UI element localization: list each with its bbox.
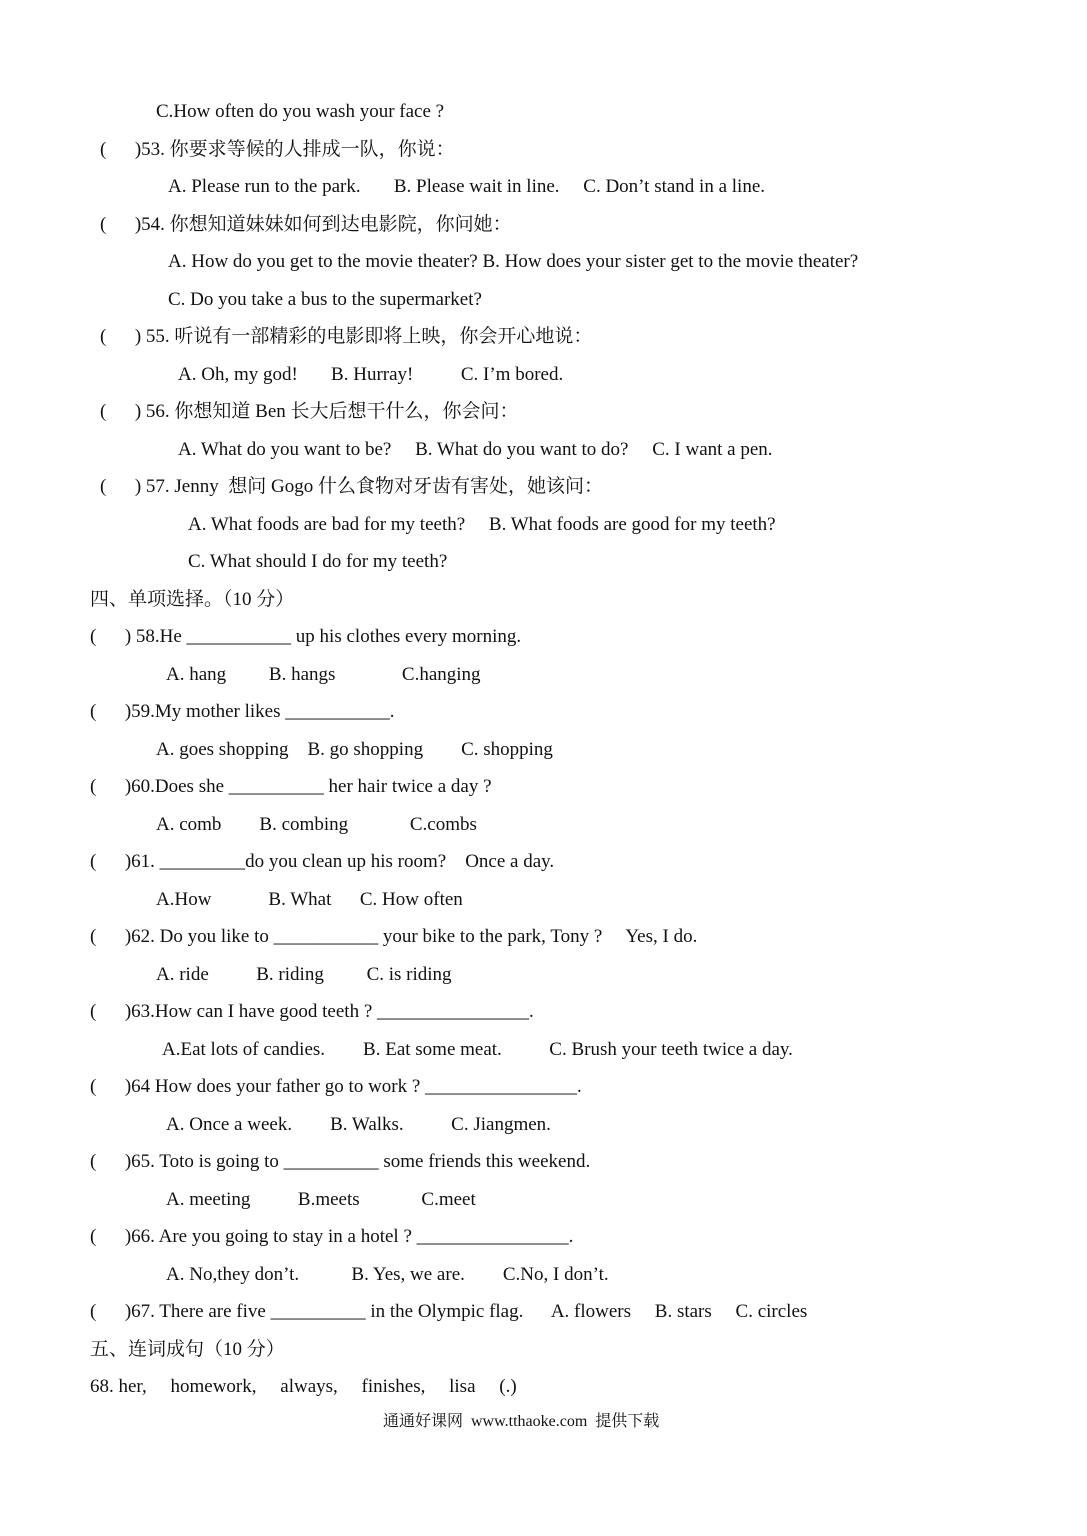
q68-words: 68. her, homework, always, finishes, lisa (.) (90, 1376, 517, 1397)
q59-options: A. goes shopping B. go shopping C. shopping (156, 739, 553, 760)
q65-question: ( )65. Toto is going to __________ some friends this weekend. (90, 1151, 591, 1172)
q65-options: A. meeting B.meets C.meet (166, 1189, 476, 1210)
q66-question: ( )66. Are you going to stay in a hotel ? ________________. (90, 1226, 574, 1247)
q54-option-c: C. Do you take a bus to the supermarket? (168, 289, 482, 310)
section-four-heading: 四、单项选择。（10 分） (90, 589, 295, 610)
q55-question: ( ) 55. 听说有一部精彩的电影即将上映，你会开心地说： (100, 326, 593, 347)
q63-options: A.Eat lots of candies. B. Eat some meat. C. Brush your teeth twice a day. (162, 1039, 793, 1060)
q57-question: ( ) 57. Jenny 想问 Gogo 什么食物对牙齿有害处，她该问： (100, 476, 603, 497)
q64-question: ( )64 How does your father go to work ? ________________. (90, 1076, 582, 1097)
q56-question: ( ) 56. 你想知道 Ben 长大后想干什么，你会问： (100, 401, 519, 422)
q67-question: ( )67. There are five __________ in the Olympic flag. A. flowers B. stars C. circles (90, 1301, 808, 1322)
q61-question: ( )61. _________do you clean up his room? Once a day. (90, 851, 555, 872)
q56-options: A. What do you want to be? B. What do you want to do? C. I want a pen. (178, 439, 773, 460)
q57-option-c: C. What should I do for my teeth? (188, 551, 448, 572)
q53-question: ( )53. 你要求等候的人排成一队，你说： (100, 139, 455, 160)
q62-options: A. ride B. riding C. is riding (156, 964, 452, 985)
q66-options: A. No,they don’t. B. Yes, we are. C.No, I don’t. (166, 1264, 609, 1285)
q57-options-ab: A. What foods are bad for my teeth? B. What foods are good for my teeth? (188, 514, 776, 535)
footer-credit: 通通好课网 www.tthaoke.com 提供下载 (383, 1413, 660, 1430)
q52-option-c: C.How often do you wash your face ? (156, 101, 445, 122)
q59-question: ( )59.My mother likes ___________. (90, 701, 395, 722)
q53-options: A. Please run to the park. B. Please wait in line. C. Don’t stand in a line. (168, 176, 765, 197)
q58-options: A. hang B. hangs C.hanging (166, 664, 481, 685)
q54-question: ( )54. 你想知道妹妹如何到达电影院，你问她： (100, 214, 512, 235)
q55-options: A. Oh, my god! B. Hurray! C. I’m bored. (178, 364, 564, 385)
q63-question: ( )63.How can I have good teeth ? ________________. (90, 1001, 534, 1022)
q54-options-ab: A. How do you get to the movie theater? B. How does your sister get to the movie theater? (168, 251, 859, 272)
q58-question: ( ) 58.He ___________ up his clothes every morning. (90, 626, 522, 647)
q62-question: ( )62. Do you like to ___________ your bike to the park, Tony ? Yes, I do. (90, 926, 698, 947)
q60-question: ( )60.Does she __________ her hair twice a day ? (90, 776, 492, 797)
q60-options: A. comb B. combing C.combs (156, 814, 477, 835)
q64-options: A. Once a week. B. Walks. C. Jiangmen. (166, 1114, 551, 1135)
q61-options: A.How B. What C. How often (156, 889, 463, 910)
section-five-heading: 五、连词成句（10 分） (90, 1339, 285, 1360)
